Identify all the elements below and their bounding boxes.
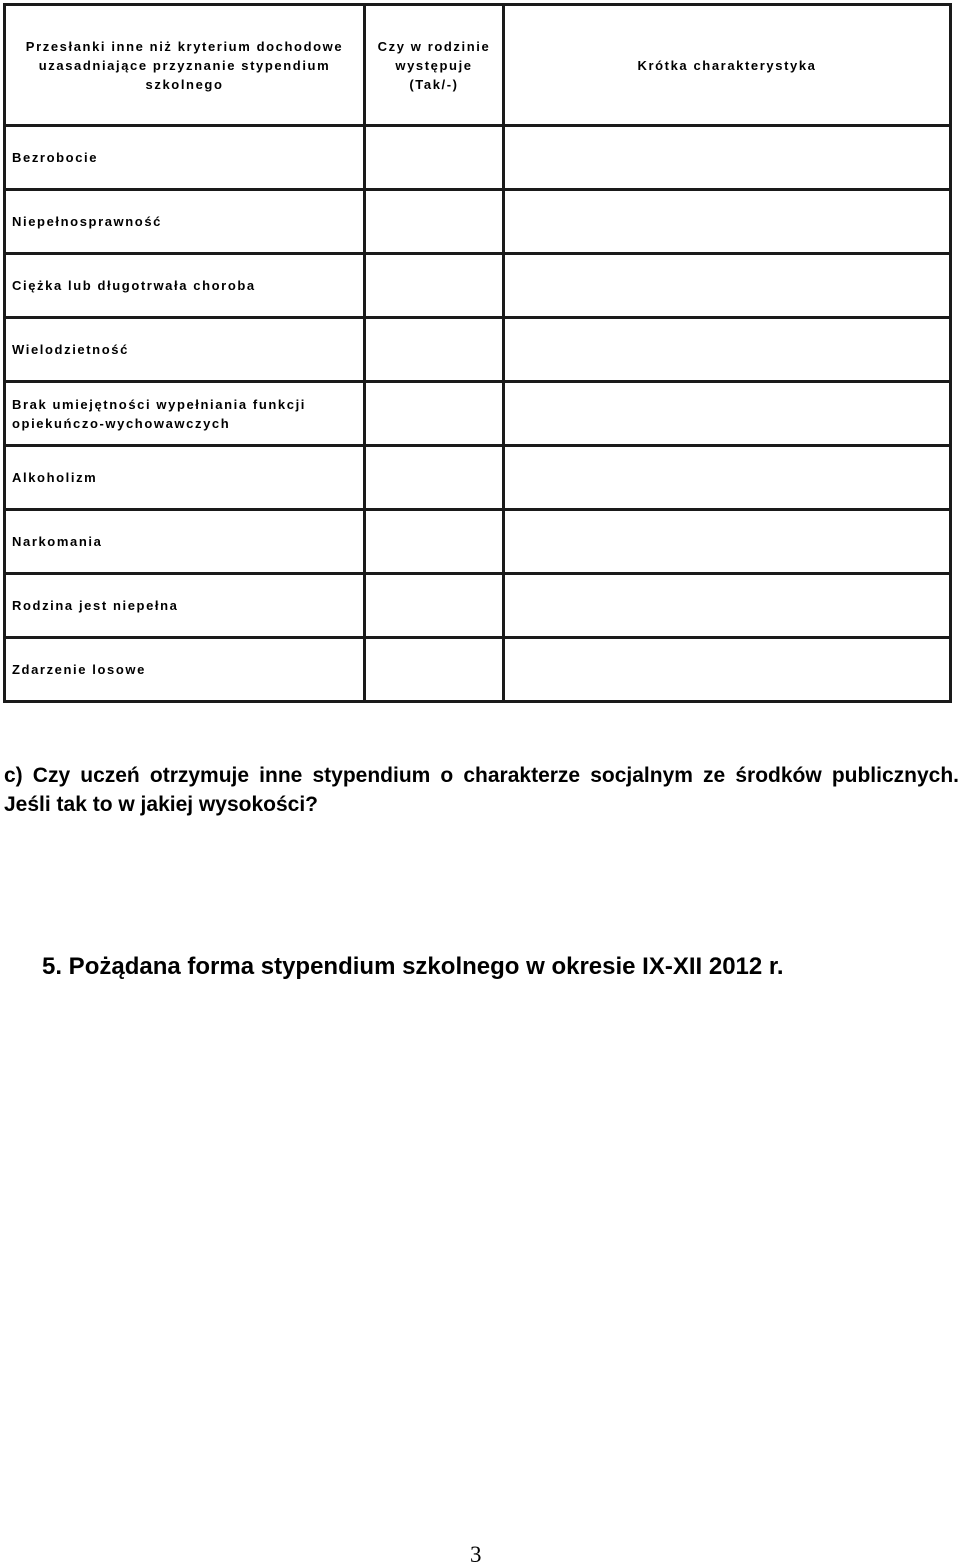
table-row <box>5 254 951 318</box>
occurs-cell[interactable] <box>365 446 504 510</box>
occurs-cell[interactable] <box>365 574 504 638</box>
table-row <box>5 190 951 254</box>
occurs-cell[interactable] <box>365 254 504 318</box>
table-row <box>5 510 951 574</box>
section-5-heading: 5. Pożądana forma stypendium szkolnego w okresie IX-XII 2012 r. <box>42 953 784 980</box>
criteria-table <box>3 3 952 703</box>
table-row <box>5 446 951 510</box>
description-cell[interactable] <box>504 382 951 446</box>
description-cell[interactable] <box>504 254 951 318</box>
description-cell[interactable] <box>504 190 951 254</box>
table-row <box>5 318 951 382</box>
row-label: Alkoholizm <box>5 446 365 510</box>
row-label: Rodzina jest niepełna <box>5 574 365 638</box>
occurs-cell[interactable] <box>365 318 504 382</box>
description-cell[interactable] <box>504 126 951 190</box>
row-label: Narkomania <box>5 510 365 574</box>
row-label: Wielodzietność <box>5 318 365 382</box>
description-cell[interactable] <box>504 318 951 382</box>
description-cell[interactable] <box>504 574 951 638</box>
row-label: Bezrobocie <box>5 126 365 190</box>
row-label: Brak umiejętności wypełniania funkcji opiekuńczo-wychowawczych <box>5 382 365 446</box>
occurs-cell[interactable] <box>365 382 504 446</box>
occurs-cell[interactable] <box>365 510 504 574</box>
row-label: Ciężka lub długotrwała choroba <box>5 254 365 318</box>
table-row <box>5 382 951 446</box>
header-criteria: Przesłanki inne niż kryterium dochodowe uzasadniające przyznanie stypendium szkolnego <box>5 5 365 126</box>
table-header-row <box>5 5 951 126</box>
row-label: Zdarzenie losowe <box>5 638 365 702</box>
row-label: Niepełnosprawność <box>5 190 365 254</box>
occurs-cell[interactable] <box>365 126 504 190</box>
header-description: Krótka charakterystyka <box>504 5 951 126</box>
occurs-cell[interactable] <box>365 638 504 702</box>
description-cell[interactable] <box>504 446 951 510</box>
table-row <box>5 126 951 190</box>
description-cell[interactable] <box>504 638 951 702</box>
table-row <box>5 638 951 702</box>
question-c: c) Czy uczeń otrzymuje inne stypendium o charakterze socjalnym ze środków publicznych. Jeśli tak to w jakiej wysokości? <box>4 764 959 816</box>
header-occurs: Czy w rodzinie występuje (Tak/-) <box>365 5 504 126</box>
table-row <box>5 574 951 638</box>
occurs-cell[interactable] <box>365 190 504 254</box>
description-cell[interactable] <box>504 510 951 574</box>
page-number: 3 <box>470 1542 482 1567</box>
